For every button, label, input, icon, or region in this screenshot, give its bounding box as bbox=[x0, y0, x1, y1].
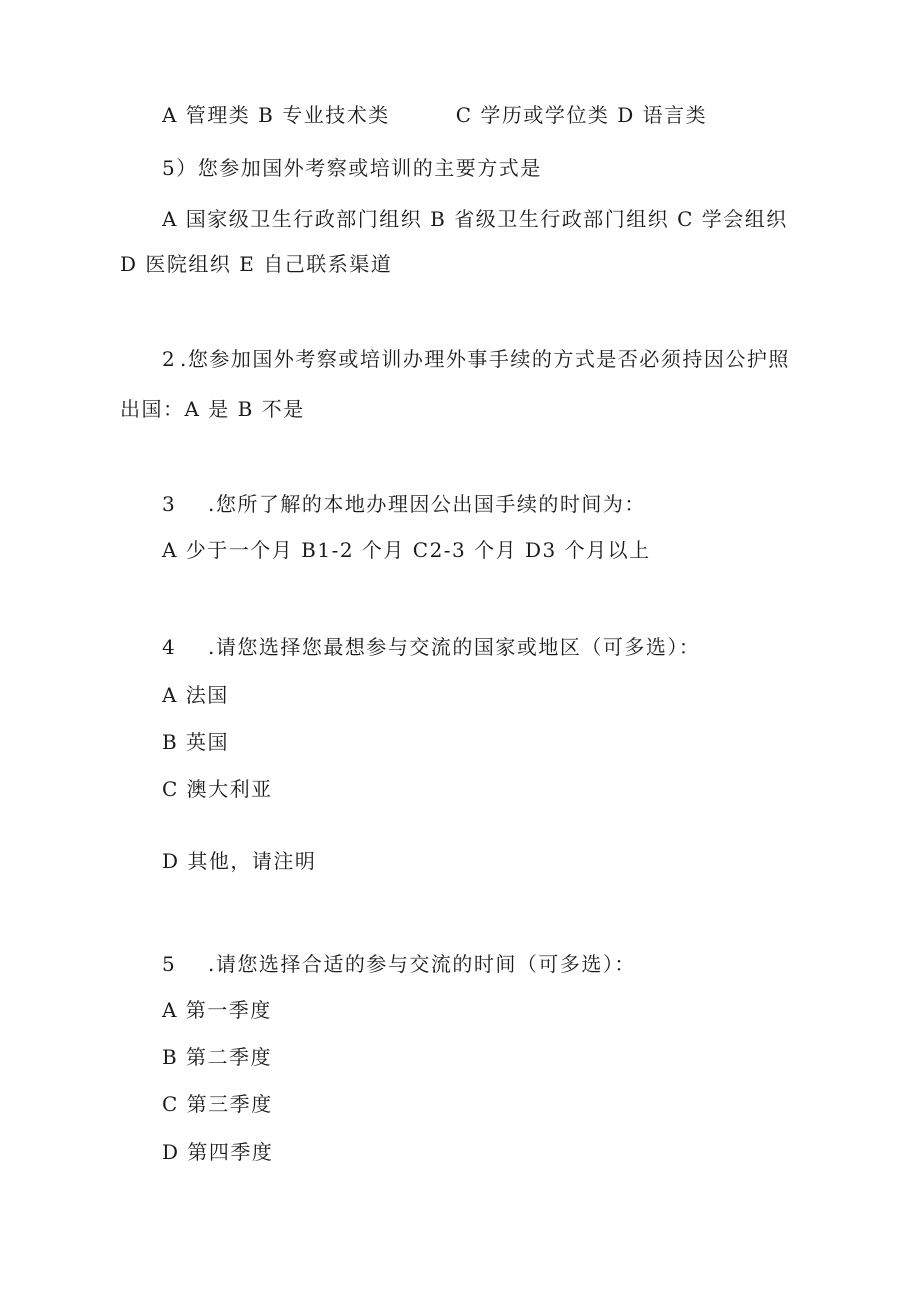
question-4 bbox=[162, 634, 700, 660]
question-4-option-c: C 澳大利亚 bbox=[162, 777, 273, 801]
question-2-continuation: 出国：A 是 B 不是 bbox=[120, 397, 305, 421]
options-part-2: C 学历或学位类 D 语言类 bbox=[455, 103, 708, 127]
question-4-option-d: D 其他，请注明 bbox=[162, 849, 317, 873]
question-3-number: 3 bbox=[162, 492, 177, 516]
question-4-number: 4 bbox=[162, 635, 177, 659]
question-5-option-c: C 第三季度 bbox=[162, 1092, 273, 1116]
question-5-number: 5 bbox=[162, 952, 177, 976]
question-5-sub: 5）您参加国外考察或培训的主要方式是 bbox=[162, 156, 542, 180]
question-2-text: .您参加国外考察或培训办理外事手续的方式是否必须持因公护照 bbox=[180, 347, 790, 371]
question-4-text: .请您选择您最想参与交流的国家或地区（可多选）： bbox=[208, 635, 701, 659]
options-line-organizers-cont: D 医院组织 E 自己联系渠道 bbox=[120, 252, 393, 276]
question-4-option-a: A 法国 bbox=[162, 683, 229, 707]
question-3-text: .您所了解的本地办理因公出国手续的时间为： bbox=[208, 492, 646, 516]
question-4-option-b: B 英国 bbox=[162, 730, 230, 754]
question-5-option-d: D 第四季度 bbox=[162, 1140, 274, 1164]
question-5-option-a: A 第一季度 bbox=[162, 998, 272, 1022]
question-3 bbox=[162, 491, 646, 517]
question-3-options: A 少于一个月 B1-2 个月 C2-3 个月 D3 个月以上 bbox=[162, 538, 651, 562]
options-line-categories bbox=[162, 102, 707, 128]
options-part-1: A 管理类 B 专业技术类 bbox=[162, 103, 390, 127]
question-5 bbox=[162, 951, 636, 977]
question-2 bbox=[162, 346, 790, 372]
options-line-organizers: A 国家级卫生行政部门组织 B 省级卫生行政部门组织 C 学会组织 bbox=[162, 207, 788, 231]
question-2-number: 2 bbox=[162, 347, 177, 371]
question-5-text: .请您选择合适的参与交流的时间（可多选）： bbox=[208, 952, 636, 976]
question-5-option-b: B 第二季度 bbox=[162, 1045, 273, 1069]
